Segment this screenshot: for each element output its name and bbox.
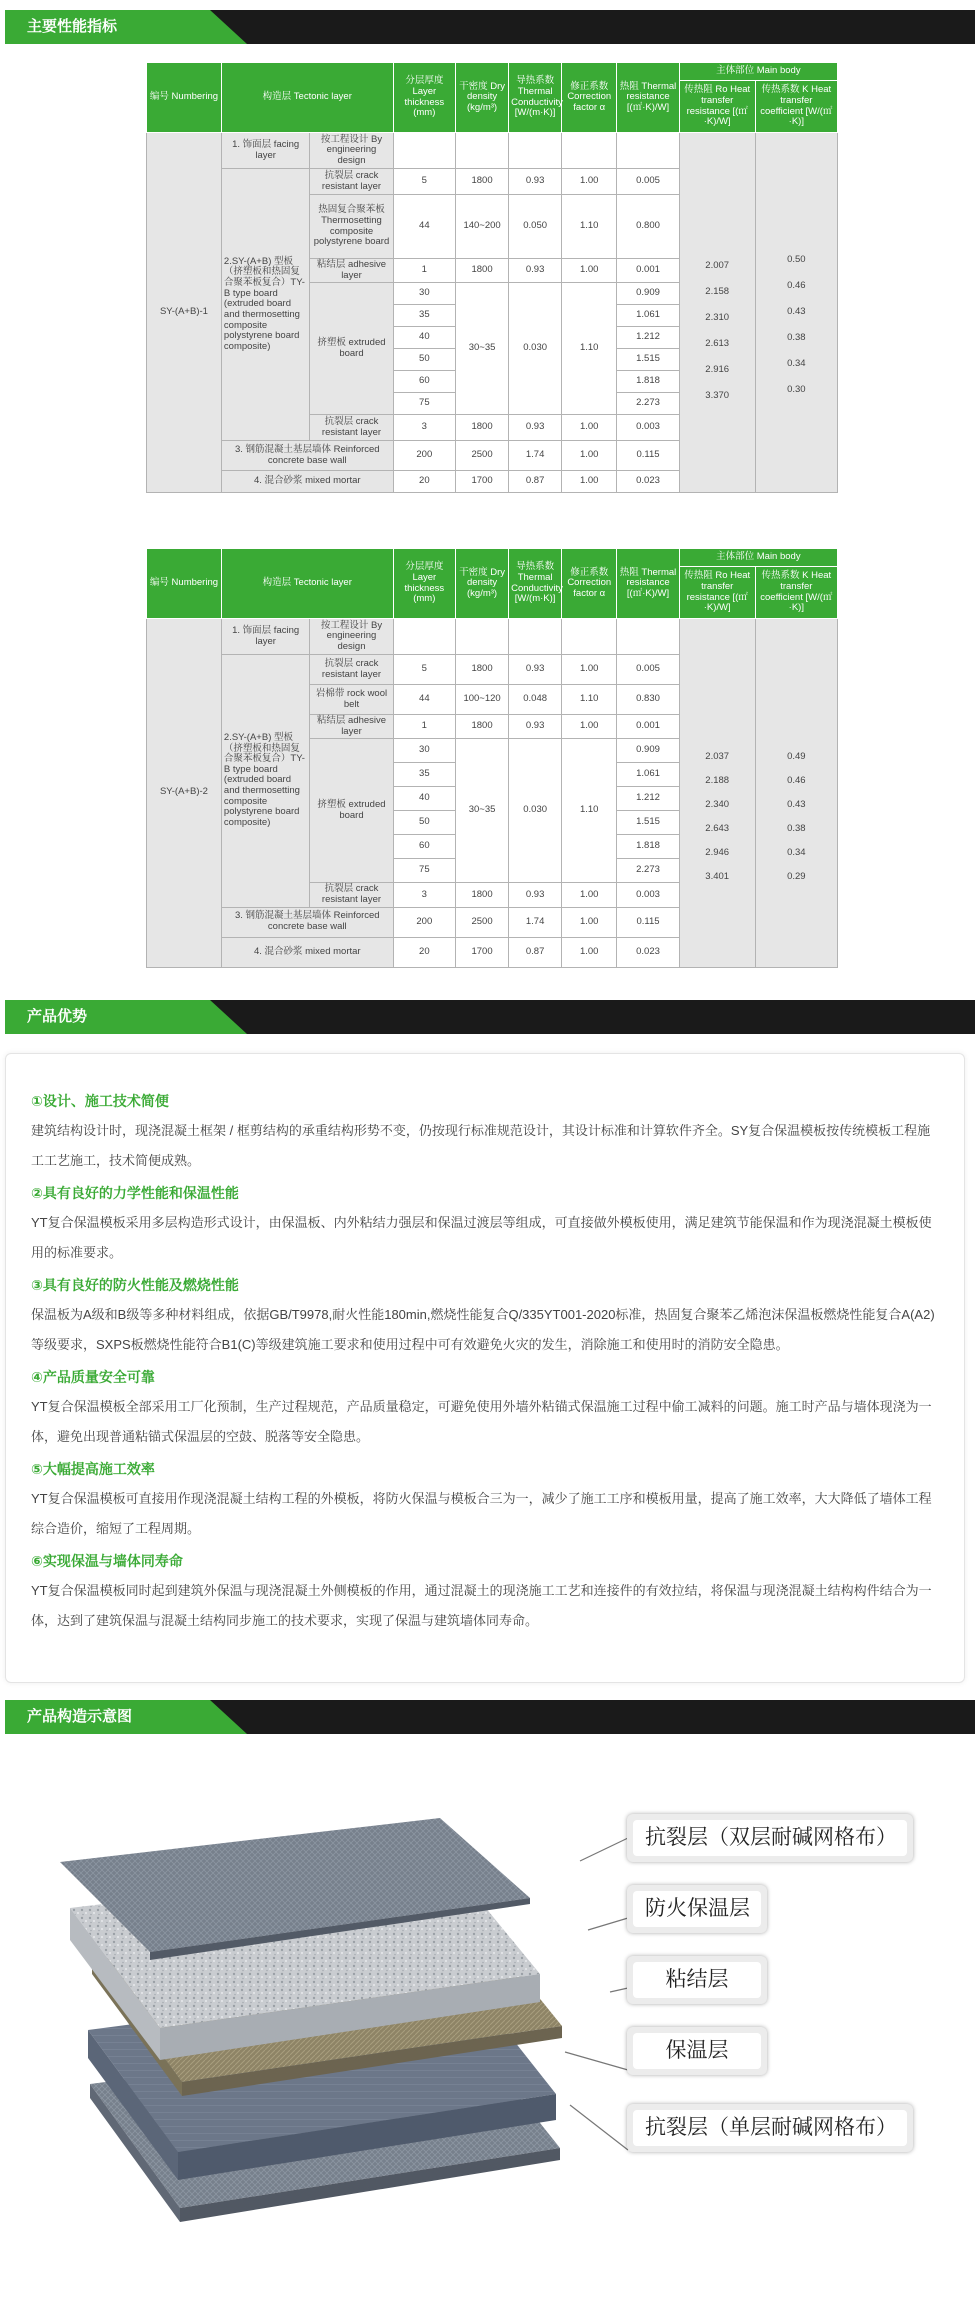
section-title: 主要性能指标 xyxy=(27,18,118,35)
ro-cell xyxy=(679,619,755,968)
cell-thickness: 60 xyxy=(393,835,455,859)
cell-thickness: 20 xyxy=(393,937,455,967)
cell-resistance: 1.212 xyxy=(617,327,679,349)
advantage-title: ①设计、施工技术简便 xyxy=(31,1093,169,1109)
cell-correction: 1.00 xyxy=(562,259,617,283)
cell-density: 1800 xyxy=(456,883,509,907)
header-density: 干密度 Dry density (kg/m³) xyxy=(456,63,509,133)
cell-correction: 1.10 xyxy=(562,283,617,415)
cell-density: 30~35 xyxy=(456,739,509,883)
sublayer-name: 抗裂层 crack resistant layer xyxy=(310,883,393,907)
label-crack-double xyxy=(627,1814,913,1862)
advantage-title: ⑥实现保温与墙体同寿命 xyxy=(31,1553,183,1569)
cell-correction: 1.10 xyxy=(562,739,617,883)
cell-thickness: 50 xyxy=(393,349,455,371)
cell-conductivity: 0.93 xyxy=(509,655,562,685)
cell-density: 2500 xyxy=(456,907,509,937)
cell-correction: 1.00 xyxy=(562,471,617,493)
cell-conductivity: 0.93 xyxy=(509,169,562,195)
cell-resistance: 0.800 xyxy=(617,195,679,259)
cell-thickness: 30 xyxy=(393,739,455,763)
layer-facing-design: 按工程设计 By engineering design xyxy=(310,619,393,655)
header-correction: 修正系数 Correction factor α xyxy=(562,63,617,133)
cell-correction: 1.00 xyxy=(562,441,617,471)
cell-thickness: 40 xyxy=(393,787,455,811)
cell-thickness: 35 xyxy=(393,763,455,787)
cell-resistance: 1.515 xyxy=(617,349,679,371)
cell-resistance: 0.115 xyxy=(617,441,679,471)
header-layer: 构造层 Tectonic layer xyxy=(221,549,393,619)
header-main-body: 主体部位 Main body xyxy=(679,63,837,81)
k-value: 0.46 xyxy=(787,775,806,786)
cell-density: 1800 xyxy=(456,655,509,685)
cell-conductivity: 0.030 xyxy=(509,283,562,415)
cell-thickness: 5 xyxy=(393,169,455,195)
cell-thickness: 75 xyxy=(393,393,455,415)
advantage-title: ③具有良好的防火性能及燃烧性能 xyxy=(31,1277,239,1293)
sublayer-name: 抗裂层 crack resistant layer xyxy=(310,169,393,195)
sublayer-xps: 挤塑板 extruded board xyxy=(310,283,393,415)
cell-thickness: 3 xyxy=(393,415,455,441)
structure-diagram xyxy=(0,1780,980,2300)
sublayer-name: 粘结层 adhesive layer xyxy=(310,259,393,283)
row-numbering: SY-(A+B)-2 xyxy=(147,619,222,968)
header-numbering: 编号 Numbering xyxy=(147,63,222,133)
section-banner-structure xyxy=(5,1700,975,1734)
layer-board: 2.SY-(A+B) 型板（挤塑板和热固复合聚苯板复合）TY-B type board (extruded board and thermosetting composite polystyrene board composite) xyxy=(221,655,309,908)
k-value: 0.38 xyxy=(787,332,806,343)
cell-thickness: 44 xyxy=(393,685,455,715)
ro-value: 2.188 xyxy=(705,775,730,786)
sublayer-xps: 挤塑板 extruded board xyxy=(310,739,393,883)
ro-value: 2.613 xyxy=(705,338,730,349)
callout-text: 抗裂层（单层耐碱网格布） xyxy=(633,2110,907,2146)
advantage-item xyxy=(31,1546,942,1636)
cell-resistance: 0.023 xyxy=(617,471,679,493)
ro-value: 2.340 xyxy=(705,799,730,810)
cell-resistance: 0.005 xyxy=(617,655,679,685)
header-layer: 构造层 Tectonic layer xyxy=(221,63,393,133)
advantage-item xyxy=(31,1270,942,1360)
cell-thickness: 40 xyxy=(393,327,455,349)
cell-resistance: 0.023 xyxy=(617,937,679,967)
cell-thickness: 3 xyxy=(393,883,455,907)
performance-table-2 xyxy=(146,548,838,968)
ro-value: 3.401 xyxy=(705,871,730,882)
advantage-title: ④产品质量安全可靠 xyxy=(31,1369,155,1385)
header-thickness: 分层厚度 Layer thickness (mm) xyxy=(393,63,455,133)
header-resistance: 热阻 Thermal resistance [(㎡·K)/W] xyxy=(617,549,679,619)
performance-table-1 xyxy=(146,62,838,493)
header-k: 传热系数 K Heat transfer coefficient [W/(㎡·K)] xyxy=(755,81,837,133)
cell-conductivity: 0.93 xyxy=(509,715,562,739)
header-conductivity: 导热系数 Thermal Conductivity [W/(m·K)] xyxy=(509,549,562,619)
advantages-box xyxy=(5,1053,965,1683)
cell-thickness: 50 xyxy=(393,811,455,835)
cell-conductivity: 1.74 xyxy=(509,441,562,471)
cell-density: 30~35 xyxy=(456,283,509,415)
cell-conductivity: 0.87 xyxy=(509,471,562,493)
advantage-body: YT复合保温模板同时起到建筑外保温与现浇混凝土外侧模板的作用，通过混凝土的现浇施工工艺和连接件的有效拉结，将保温与现浇混凝土结构构件结合为一体，达到了建筑保温与混凝土结构同步施工的技术要求，实现了保温与建筑墙体同寿命。 xyxy=(31,1583,932,1628)
callout-text: 抗裂层（双层耐碱网格布） xyxy=(633,1820,907,1856)
cell-density: 100~120 xyxy=(456,685,509,715)
cell-thickness: 30 xyxy=(393,283,455,305)
header-ro: 传热阻 Ro Heat transfer resistance [(㎡·K)/W] xyxy=(679,81,755,133)
cell-thickness: 200 xyxy=(393,441,455,471)
layer-mortar: 4. 混合砂浆 mixed mortar xyxy=(221,937,393,967)
header-thickness: 分层厚度 Layer thickness (mm) xyxy=(393,549,455,619)
k-value: 0.30 xyxy=(787,384,806,395)
cell-thickness: 200 xyxy=(393,907,455,937)
cell-thickness: 44 xyxy=(393,195,455,259)
cell-density: 2500 xyxy=(456,441,509,471)
k-value: 0.29 xyxy=(787,871,806,882)
advantage-body: YT复合保温模板全部采用工厂化预制，生产过程规范，产品质量稳定，可避免使用外墙外粘锚式保温施工过程中偷工减料的问题。施工时产品与墙体现浇为一体，避免出现普通粘锚式保温层的空鼓、脱落等安全隐患。 xyxy=(31,1399,932,1444)
cell-resistance: 2.273 xyxy=(617,859,679,883)
cell-density: 1700 xyxy=(456,937,509,967)
row-numbering: SY-(A+B)-1 xyxy=(147,133,222,493)
sublayer-name: 粘结层 adhesive layer xyxy=(310,715,393,739)
sublayer-name: 热固复合聚苯板 Thermosetting composite polystyrene board xyxy=(310,195,393,259)
leader-lines xyxy=(565,1838,628,2150)
k-value: 0.43 xyxy=(787,799,806,810)
cell-resistance: 2.273 xyxy=(617,393,679,415)
sublayer-name: 抗裂层 crack resistant layer xyxy=(310,415,393,441)
layer-wall: 3. 钢筋混凝土基层墙体 Reinforced concrete base wall xyxy=(221,907,393,937)
callout-text: 防火保温层 xyxy=(633,1891,761,1927)
ro-value: 3.370 xyxy=(705,390,730,401)
layer-facing: 1. 饰面层 facing layer xyxy=(221,133,309,169)
cell-resistance: 0.005 xyxy=(617,169,679,195)
cell-resistance: 0.003 xyxy=(617,415,679,441)
cell-correction: 1.10 xyxy=(562,195,617,259)
k-value: 0.49 xyxy=(787,751,806,762)
cell-thickness: 75 xyxy=(393,859,455,883)
cell-density: 140~200 xyxy=(456,195,509,259)
header-ro: 传热阻 Ro Heat transfer resistance [(㎡·K)/W] xyxy=(679,567,755,619)
ro-value: 2.946 xyxy=(705,847,730,858)
advantage-item xyxy=(31,1454,942,1544)
cell-thickness: 1 xyxy=(393,715,455,739)
cell-density: 1800 xyxy=(456,715,509,739)
cell-conductivity: 0.93 xyxy=(509,415,562,441)
section-title: 产品构造示意图 xyxy=(27,1708,133,1725)
cell-correction: 1.00 xyxy=(562,883,617,907)
cell-resistance: 0.909 xyxy=(617,739,679,763)
cell-resistance: 1.061 xyxy=(617,763,679,787)
section-title: 产品优势 xyxy=(27,1008,88,1025)
cell-resistance: 1.818 xyxy=(617,371,679,393)
cell-conductivity: 0.93 xyxy=(509,259,562,283)
section-banner-performance xyxy=(5,10,975,44)
k-value: 0.50 xyxy=(787,254,806,265)
cell-resistance: 1.061 xyxy=(617,305,679,327)
cell-resistance: 0.001 xyxy=(617,715,679,739)
advantage-title: ②具有良好的力学性能和保温性能 xyxy=(31,1185,239,1201)
cell-resistance: 0.115 xyxy=(617,907,679,937)
advantage-item xyxy=(31,1362,942,1452)
cell-resistance: 0.830 xyxy=(617,685,679,715)
cell-thickness: 5 xyxy=(393,655,455,685)
label-adhesive xyxy=(627,1956,767,2004)
sublayer-name: 岩棉带 rock wool belt xyxy=(310,685,393,715)
advantage-item xyxy=(31,1086,942,1176)
ro-value: 2.916 xyxy=(705,364,730,375)
advantage-body: 保温板为A级和B级等多种材料组成，依据GB/T9978,耐火性能180min,燃烧性能复合Q/335YT001-2020标准，热固复合聚苯乙烯泡沫保温板燃烧性能复合A(A2)等级要求，SXPS板燃烧性能符合B1(C)等级建筑施工要求和使用过程中可有效避免火灾的发生，消除施工和使用时的消防安全隐患。 xyxy=(31,1307,935,1352)
header-numbering: 编号 Numbering xyxy=(147,549,222,619)
ro-value: 2.007 xyxy=(705,260,730,271)
cell-correction: 1.10 xyxy=(562,685,617,715)
advantage-title: ⑤大幅提高施工效率 xyxy=(31,1461,155,1477)
layer-facing: 1. 饰面层 facing layer xyxy=(221,619,309,655)
header-k: 传热系数 K Heat transfer coefficient [W/(㎡·K)] xyxy=(755,567,837,619)
k-value: 0.38 xyxy=(787,823,806,834)
k-cell xyxy=(755,133,837,493)
cell-correction: 1.00 xyxy=(562,415,617,441)
ro-value: 2.158 xyxy=(705,286,730,297)
ro-cell xyxy=(679,133,755,493)
advantage-item xyxy=(31,1178,942,1268)
cell-conductivity: 0.93 xyxy=(509,883,562,907)
callout-text: 粘结层 xyxy=(633,1962,761,1998)
cell-resistance: 1.212 xyxy=(617,787,679,811)
layer-wall: 3. 钢筋混凝土基层墙体 Reinforced concrete base wall xyxy=(221,441,393,471)
header-correction: 修正系数 Correction factor α xyxy=(562,549,617,619)
ro-value: 2.037 xyxy=(705,751,730,762)
cell-conductivity: 0.87 xyxy=(509,937,562,967)
cell-thickness: 60 xyxy=(393,371,455,393)
cell-density: 1700 xyxy=(456,471,509,493)
label-crack-single xyxy=(627,2104,913,2152)
cell-density: 1800 xyxy=(456,259,509,283)
cell-thickness: 20 xyxy=(393,471,455,493)
advantage-body: 建筑结构设计时，现浇混凝土框架 / 框剪结构的承重结构形势不变，仍按现行标准规范设计，其设计标准和计算软件齐全。SY复合保温模板按传统模板工程施工工艺施工，技术简便成熟。 xyxy=(31,1123,931,1168)
cell-resistance: 0.909 xyxy=(617,283,679,305)
advantage-body: YT复合保温模板可直接用作现浇混凝土结构工程的外模板，将防火保温与模板合三为一，减少了施工工序和模板用量，提高了施工效率，大大降低了墙体工程综合造价，缩短了工程周期。 xyxy=(31,1491,932,1536)
callout-text: 保温层 xyxy=(633,2033,761,2069)
label-insulation xyxy=(627,2027,767,2075)
cell-resistance: 0.003 xyxy=(617,883,679,907)
layer-board: 2.SY-(A+B) 型板（挤塑板和热固复合聚苯板复合）TY-B type board (extruded board and thermosetting composite polystyrene board composite) xyxy=(221,169,309,441)
cell-resistance: 1.515 xyxy=(617,811,679,835)
layer-mortar: 4. 混合砂浆 mixed mortar xyxy=(221,471,393,493)
cell-correction: 1.00 xyxy=(562,937,617,967)
ro-value: 2.310 xyxy=(705,312,730,323)
layer-facing-design: 按工程设计 By engineering design xyxy=(310,133,393,169)
header-conductivity: 导热系数 Thermal Conductivity [W/(m·K)] xyxy=(509,63,562,133)
cell-conductivity: 0.030 xyxy=(509,739,562,883)
k-value: 0.34 xyxy=(787,358,806,369)
cell-conductivity: 0.048 xyxy=(509,685,562,715)
k-value: 0.43 xyxy=(787,306,806,317)
cell-density: 1800 xyxy=(456,415,509,441)
cell-correction: 1.00 xyxy=(562,715,617,739)
cell-resistance: 1.818 xyxy=(617,835,679,859)
sublayer-name: 抗裂层 crack resistant layer xyxy=(310,655,393,685)
advantage-body: YT复合保温模板采用多层构造形式设计，由保温板、内外粘结力强层和保温过渡层等组成，可直接做外模板使用，满足建筑节能保温和作为现浇混凝土模板使用的标准要求。 xyxy=(31,1215,932,1260)
k-cell xyxy=(755,619,837,968)
cell-density: 1800 xyxy=(456,169,509,195)
k-value: 0.46 xyxy=(787,280,806,291)
header-density: 干密度 Dry density (kg/m³) xyxy=(456,549,509,619)
cell-correction: 1.00 xyxy=(562,655,617,685)
cell-resistance: 0.001 xyxy=(617,259,679,283)
k-value: 0.34 xyxy=(787,847,806,858)
cell-correction: 1.00 xyxy=(562,169,617,195)
ro-value: 2.643 xyxy=(705,823,730,834)
header-resistance: 热阻 Thermal resistance [(㎡·K)/W] xyxy=(617,63,679,133)
cell-conductivity: 0.050 xyxy=(509,195,562,259)
cell-correction: 1.00 xyxy=(562,907,617,937)
section-banner-advantages xyxy=(5,1000,975,1034)
cell-thickness: 35 xyxy=(393,305,455,327)
label-fireproof xyxy=(627,1885,767,1933)
cell-conductivity: 1.74 xyxy=(509,907,562,937)
cell-thickness: 1 xyxy=(393,259,455,283)
header-main-body: 主体部位 Main body xyxy=(679,549,837,567)
